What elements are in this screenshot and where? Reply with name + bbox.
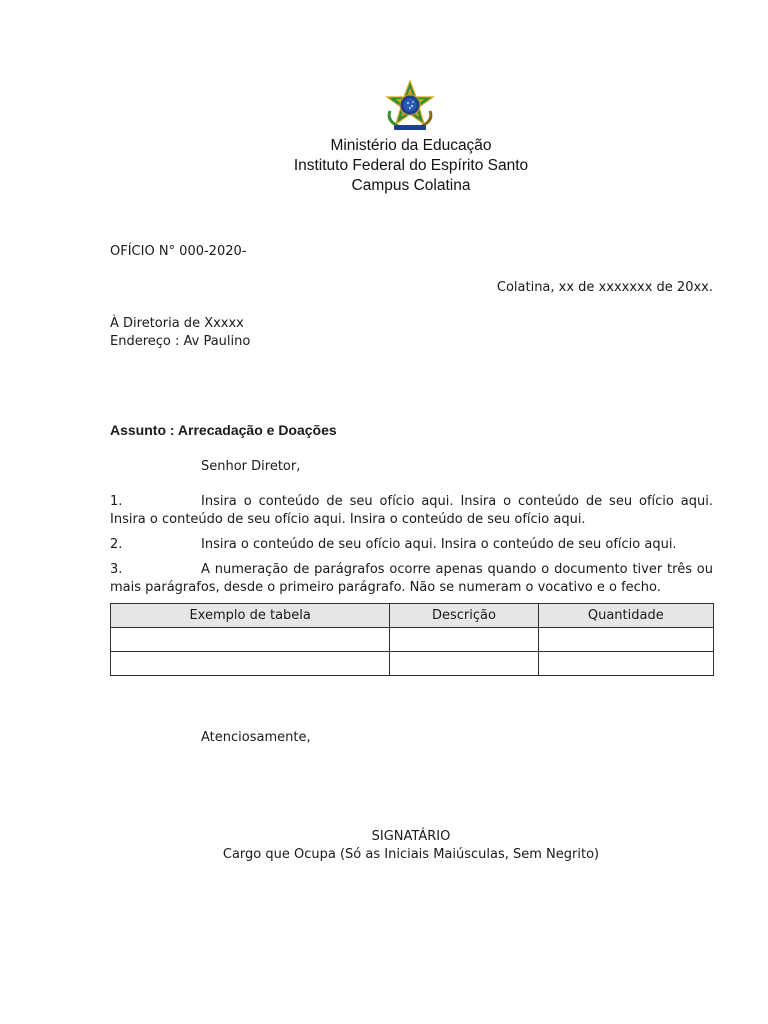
campus-name: Campus Colatina — [351, 177, 471, 194]
closing: Atenciosamente, — [201, 730, 311, 745]
institute-name: Instituto Federal do Espírito Santo — [293, 157, 529, 174]
table-cell — [538, 628, 713, 652]
table-row — [111, 652, 714, 676]
table-cell — [390, 628, 538, 652]
brazil-coat-of-arms-icon — [383, 80, 437, 134]
signatory-name: SIGNATÁRIO — [371, 829, 451, 844]
paragraph-2 — [110, 536, 713, 554]
paragraph-text: Insira o conteúdo de seu ofício aqui. Insira o conteúdo de seu ofício aqui. Insira o conteúdo de seu ofício aqui. Insira o conteúdo de seu ofício aqui. — [110, 494, 713, 527]
recipient: À Diretoria de Xxxxx — [110, 316, 244, 331]
paragraph-text: Insira o conteúdo de seu ofício aqui. Insira o conteúdo de seu ofício aqui. — [201, 537, 677, 552]
place-and-date: Colatina, xx de xxxxxxx de 20xx. — [496, 280, 713, 295]
paragraph-text: A numeração de parágrafos ocorre apenas quando o documento tiver três ou mais parágrafos, desde o primeiro parágrafo. Não se numeram o vocativo e o fecho. — [110, 562, 713, 595]
recipient-address: Endereço : Av Paulino — [110, 334, 251, 349]
subject-line: Assunto : Arrecadação e Doações — [110, 422, 337, 438]
salutation: Senhor Diretor, — [201, 459, 301, 474]
table-header-cell: Quantidade — [538, 604, 713, 628]
table-cell — [390, 652, 538, 676]
table-cell — [538, 652, 713, 676]
table-header-row — [111, 604, 714, 628]
letterhead — [0, 136, 768, 196]
example-table — [110, 603, 714, 676]
paragraph-3 — [110, 561, 713, 597]
paragraph-1 — [110, 493, 713, 529]
table-cell — [111, 652, 390, 676]
paragraph-number: 2. — [110, 537, 123, 552]
table-header-cell: Exemplo de tabela — [111, 604, 390, 628]
paragraph-number: 3. — [110, 562, 123, 577]
ministry-name: Ministério da Educação — [330, 137, 492, 154]
oficio-number: OFÍCIO N° 000-2020- — [110, 244, 247, 259]
table-header-cell: Descrição — [390, 604, 538, 628]
signatory-title: Cargo que Ocupa (Só as Iniciais Maiúsculas, Sem Negrito) — [222, 847, 600, 862]
paragraph-number: 1. — [110, 494, 123, 509]
table-cell — [111, 628, 390, 652]
table-row — [111, 628, 714, 652]
